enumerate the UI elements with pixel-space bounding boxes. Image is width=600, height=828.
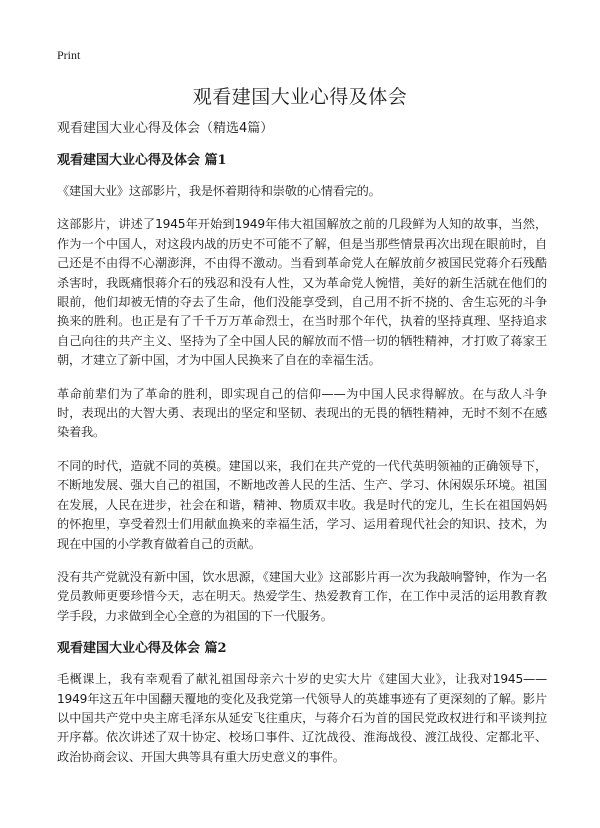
document-subtitle: 观看建国大业心得及体会（精选4篇） [57,121,274,136]
paragraph: 革命前辈们为了革命的胜利，即实现自己的信仰——为中国人民求得解放。在与敌人斗争时，表现出的大智大勇、表现出的坚定和坚韧、表现出的无畏的牺牲精神，无时不刻不在感染着我。 [57,386,547,440]
section-heading: 观看建国大业心得及体会 篇2 [57,641,227,657]
paragraph: 不同的时代，造就不同的英模。建国以来，我们在共产党的一代代英明领袖的正确领导下，不断地发展、强大自己的祖国，不断地改善人民的生活、生产、学习、休闲娱乐环境。祖国在发展，人民在进步，社会在和谐，精神、物质双丰收。我是时代的宠儿，生长在祖国妈妈的怀抱里，享受着烈士们用献血换来的幸福生活，学习、运用着现代社会的知识、技术，为现在中国的小学教育做着自己的贡献。 [57,458,547,551]
paragraph: 没有共产党就没有新中国，饮水思源，《建国大业》这部影片再一次为我敲响警钟，作为一名党员教师更要珍惜今天，志在明天。热爱学生、热爱教育工作，在工作中灵活的运用教育教学手段，力求做到全心全意的为祖国的下一代服务。 [57,569,547,623]
paragraph: 毛概课上，我有幸观看了献礼祖国母亲六十岁的史实大片《建国大业》，让我对1945——1949年这五年中国翻天覆地的变化及我党第一代领导人的英雄事迹有了更深刻的了解。影片以中国共产党中央主席毛泽东从延安飞往重庆，与蒋介石为首的国民党政权进行和平谈判拉开序幕。依次讲述了双十协定、校场口事件、辽沈战役、淮海战役、渡江战役、定都北平、政治协商会议、开国大典等具有重大历史意义的事件。 [57,672,547,764]
paragraph: 这部影片，讲述了1945年开始到1949年伟大祖国解放之前的几段鲜为人知的故事，当然，作为一个中国人，对这段内战的历史不可能不了解，但是当那些情景再次出现在眼前时，自己还是不由得不心潮澎湃，不由得不激动。当看到革命党人在解放前夕被国民党蒋介石残酷杀害时，我既痛恨蒋介石的残忍和没有人性，又为革命党人惋惜，美好的新生活就在他们的眼前，他们却被无情的夺去了生命，他们没能享受到，自己用不折不挠的、舍生忘死的斗争换来的胜利。也正是有了千千万万革命烈士，在当时那个年代，执着的坚持真理、坚持追求自己向往的共产主义、坚持为了全中国人民的解放而不惜一切的牺牲精神，才打败了蒋家王朝，才建立了新中国，才为中国人民换来了自在的幸福生活。 [57,217,547,368]
page-title: 观看建国大业心得及体会 [192,86,408,108]
document-body [57,120,547,781]
section-heading: 观看建国大业心得及体会 篇1 [57,153,227,168]
paragraph: 《建国大业》这部影片，我是怀着期待和崇敬的心情看完的。 [57,184,381,198]
print-link[interactable]: Print [57,48,81,62]
